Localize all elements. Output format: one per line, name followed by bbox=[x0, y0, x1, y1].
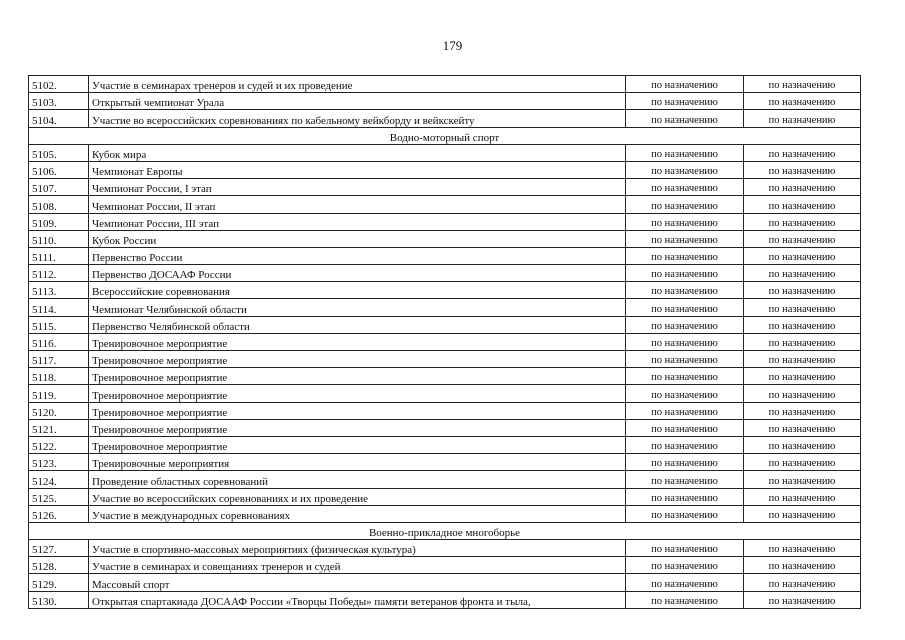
section-title: Водно-моторный спорт bbox=[29, 127, 861, 144]
row-number: 5104. bbox=[29, 110, 89, 127]
event-name: Участие во всероссийских соревнованиях по кабельному вейкборду и вейкскейту bbox=[89, 110, 626, 127]
funding-col-2: по назначению bbox=[744, 213, 861, 230]
event-name: Открытый чемпионат Урала bbox=[89, 93, 626, 110]
table-row bbox=[29, 265, 861, 282]
funding-col-2: по назначению bbox=[744, 557, 861, 574]
table-row bbox=[29, 282, 861, 299]
funding-col-1: по назначению bbox=[626, 333, 744, 350]
table-row bbox=[29, 196, 861, 213]
table-row bbox=[29, 574, 861, 591]
row-number: 5115. bbox=[29, 316, 89, 333]
row-number: 5121. bbox=[29, 419, 89, 436]
funding-col-2: по назначению bbox=[744, 144, 861, 161]
row-number: 5114. bbox=[29, 299, 89, 316]
funding-col-2: по назначению bbox=[744, 333, 861, 350]
funding-col-1: по назначению bbox=[626, 402, 744, 419]
table-row bbox=[29, 419, 861, 436]
event-name: Первенство России bbox=[89, 247, 626, 264]
funding-col-2: по назначению bbox=[744, 419, 861, 436]
row-number: 5113. bbox=[29, 282, 89, 299]
funding-col-1: по назначению bbox=[626, 161, 744, 178]
table-row bbox=[29, 557, 861, 574]
table-row bbox=[29, 402, 861, 419]
table-row bbox=[29, 351, 861, 368]
row-number: 5130. bbox=[29, 591, 89, 608]
funding-col-2: по назначению bbox=[744, 316, 861, 333]
event-name: Открытая спартакиада ДОСААФ России «Творцы Победы» памяти ветеранов фронта и тыла, bbox=[89, 591, 626, 608]
funding-col-1: по назначению bbox=[626, 144, 744, 161]
funding-col-1: по назначению bbox=[626, 385, 744, 402]
table-row bbox=[29, 213, 861, 230]
funding-col-2: по назначению bbox=[744, 436, 861, 453]
table-row bbox=[29, 591, 861, 608]
row-number: 5120. bbox=[29, 402, 89, 419]
funding-col-2: по назначению bbox=[744, 161, 861, 178]
table-body bbox=[29, 76, 861, 609]
row-number: 5128. bbox=[29, 557, 89, 574]
funding-col-1: по назначению bbox=[626, 247, 744, 264]
event-name: Чемпионат Европы bbox=[89, 161, 626, 178]
row-number: 5119. bbox=[29, 385, 89, 402]
funding-col-1: по назначению bbox=[626, 591, 744, 608]
funding-col-1: по назначению bbox=[626, 505, 744, 522]
row-number: 5105. bbox=[29, 144, 89, 161]
event-name: Тренировочное мероприятие bbox=[89, 333, 626, 350]
event-name: Чемпионат России, II этап bbox=[89, 196, 626, 213]
row-number: 5118. bbox=[29, 368, 89, 385]
funding-col-1: по назначению bbox=[626, 316, 744, 333]
event-name: Тренировочное мероприятие bbox=[89, 402, 626, 419]
funding-col-2: по назначению bbox=[744, 540, 861, 557]
event-name: Чемпионат России, III этап bbox=[89, 213, 626, 230]
row-number: 5102. bbox=[29, 76, 89, 93]
funding-col-2: по назначению bbox=[744, 488, 861, 505]
funding-col-1: по назначению bbox=[626, 230, 744, 247]
event-name: Тренировочное мероприятие bbox=[89, 351, 626, 368]
table-row bbox=[29, 247, 861, 264]
funding-col-2: по назначению bbox=[744, 299, 861, 316]
funding-col-2: по назначению bbox=[744, 247, 861, 264]
row-number: 5103. bbox=[29, 93, 89, 110]
funding-col-2: по назначению bbox=[744, 454, 861, 471]
table-row bbox=[29, 454, 861, 471]
row-number: 5112. bbox=[29, 265, 89, 282]
row-number: 5122. bbox=[29, 436, 89, 453]
funding-col-1: по назначению bbox=[626, 368, 744, 385]
funding-col-1: по назначению bbox=[626, 351, 744, 368]
funding-col-2: по назначению bbox=[744, 471, 861, 488]
event-name: Массовый спорт bbox=[89, 574, 626, 591]
funding-col-1: по назначению bbox=[626, 213, 744, 230]
page-number: 179 bbox=[442, 38, 463, 53]
funding-col-1: по назначению bbox=[626, 488, 744, 505]
funding-col-1: по назначению bbox=[626, 179, 744, 196]
row-number: 5124. bbox=[29, 471, 89, 488]
funding-col-2: по назначению bbox=[744, 230, 861, 247]
event-name: Участие в семинарах тренеров и судей и их проведение bbox=[89, 76, 626, 93]
section-row bbox=[29, 127, 861, 144]
funding-col-1: по назначению bbox=[626, 574, 744, 591]
row-number: 5109. bbox=[29, 213, 89, 230]
funding-col-2: по назначению bbox=[744, 505, 861, 522]
funding-col-2: по назначению bbox=[744, 265, 861, 282]
table-row bbox=[29, 488, 861, 505]
funding-col-1: по назначению bbox=[626, 454, 744, 471]
funding-col-1: по назначению bbox=[626, 419, 744, 436]
row-number: 5125. bbox=[29, 488, 89, 505]
table-row bbox=[29, 333, 861, 350]
funding-col-2: по назначению bbox=[744, 196, 861, 213]
section-row bbox=[29, 522, 861, 539]
table-row bbox=[29, 505, 861, 522]
event-name: Проведение областных соревнований bbox=[89, 471, 626, 488]
row-number: 5108. bbox=[29, 196, 89, 213]
funding-col-2: по назначению bbox=[744, 76, 861, 93]
table-row bbox=[29, 93, 861, 110]
table-row bbox=[29, 471, 861, 488]
table-row bbox=[29, 540, 861, 557]
funding-col-2: по назначению bbox=[744, 179, 861, 196]
funding-col-1: по назначению bbox=[626, 299, 744, 316]
table-row bbox=[29, 230, 861, 247]
table-row bbox=[29, 144, 861, 161]
event-name: Кубок России bbox=[89, 230, 626, 247]
event-name: Чемпионат России, I этап bbox=[89, 179, 626, 196]
table-row bbox=[29, 179, 861, 196]
events-table bbox=[28, 75, 861, 609]
row-number: 5111. bbox=[29, 247, 89, 264]
row-number: 5129. bbox=[29, 574, 89, 591]
event-name: Участие в спортивно-массовых мероприятиях (физическая культура) bbox=[89, 540, 626, 557]
event-name: Тренировочное мероприятие bbox=[89, 368, 626, 385]
table-row bbox=[29, 316, 861, 333]
funding-col-2: по назначению bbox=[744, 385, 861, 402]
event-name: Тренировочное мероприятие bbox=[89, 385, 626, 402]
funding-col-1: по назначению bbox=[626, 110, 744, 127]
row-number: 5117. bbox=[29, 351, 89, 368]
funding-col-1: по назначению bbox=[626, 76, 744, 93]
row-number: 5123. bbox=[29, 454, 89, 471]
event-name: Чемпионат Челябинской области bbox=[89, 299, 626, 316]
row-number: 5126. bbox=[29, 505, 89, 522]
funding-col-2: по назначению bbox=[744, 591, 861, 608]
table-row bbox=[29, 110, 861, 127]
table-row bbox=[29, 385, 861, 402]
funding-col-2: по назначению bbox=[744, 368, 861, 385]
funding-col-2: по назначению bbox=[744, 110, 861, 127]
funding-col-2: по назначению bbox=[744, 93, 861, 110]
table-row bbox=[29, 436, 861, 453]
table-row bbox=[29, 161, 861, 178]
table-row bbox=[29, 368, 861, 385]
funding-col-2: по назначению bbox=[744, 574, 861, 591]
funding-col-2: по назначению bbox=[744, 282, 861, 299]
table-row bbox=[29, 299, 861, 316]
event-name: Участие в международных соревнованиях bbox=[89, 505, 626, 522]
row-number: 5107. bbox=[29, 179, 89, 196]
funding-col-1: по назначению bbox=[626, 436, 744, 453]
funding-col-1: по назначению bbox=[626, 471, 744, 488]
event-name: Первенство ДОСААФ России bbox=[89, 265, 626, 282]
event-name: Участие во всероссийских соревнованиях и их проведение bbox=[89, 488, 626, 505]
funding-col-1: по назначению bbox=[626, 265, 744, 282]
row-number: 5106. bbox=[29, 161, 89, 178]
event-name: Участие в семинарах и совещаниях тренеров и судей bbox=[89, 557, 626, 574]
event-name: Тренировочное мероприятие bbox=[89, 436, 626, 453]
row-number: 5116. bbox=[29, 333, 89, 350]
funding-col-1: по назначению bbox=[626, 93, 744, 110]
section-title: Военно-прикладное многоборье bbox=[29, 522, 861, 539]
event-name: Тренировочные мероприятия bbox=[89, 454, 626, 471]
row-number: 5110. bbox=[29, 230, 89, 247]
funding-col-1: по назначению bbox=[626, 540, 744, 557]
funding-col-1: по назначению bbox=[626, 557, 744, 574]
row-number: 5127. bbox=[29, 540, 89, 557]
event-name: Кубок мира bbox=[89, 144, 626, 161]
funding-col-2: по назначению bbox=[744, 351, 861, 368]
event-name: Тренировочное мероприятие bbox=[89, 419, 626, 436]
event-name: Первенство Челябинской области bbox=[89, 316, 626, 333]
event-name: Всероссийские соревнования bbox=[89, 282, 626, 299]
funding-col-1: по назначению bbox=[626, 282, 744, 299]
funding-col-2: по назначению bbox=[744, 402, 861, 419]
funding-col-1: по назначению bbox=[626, 196, 744, 213]
table-row bbox=[29, 76, 861, 93]
